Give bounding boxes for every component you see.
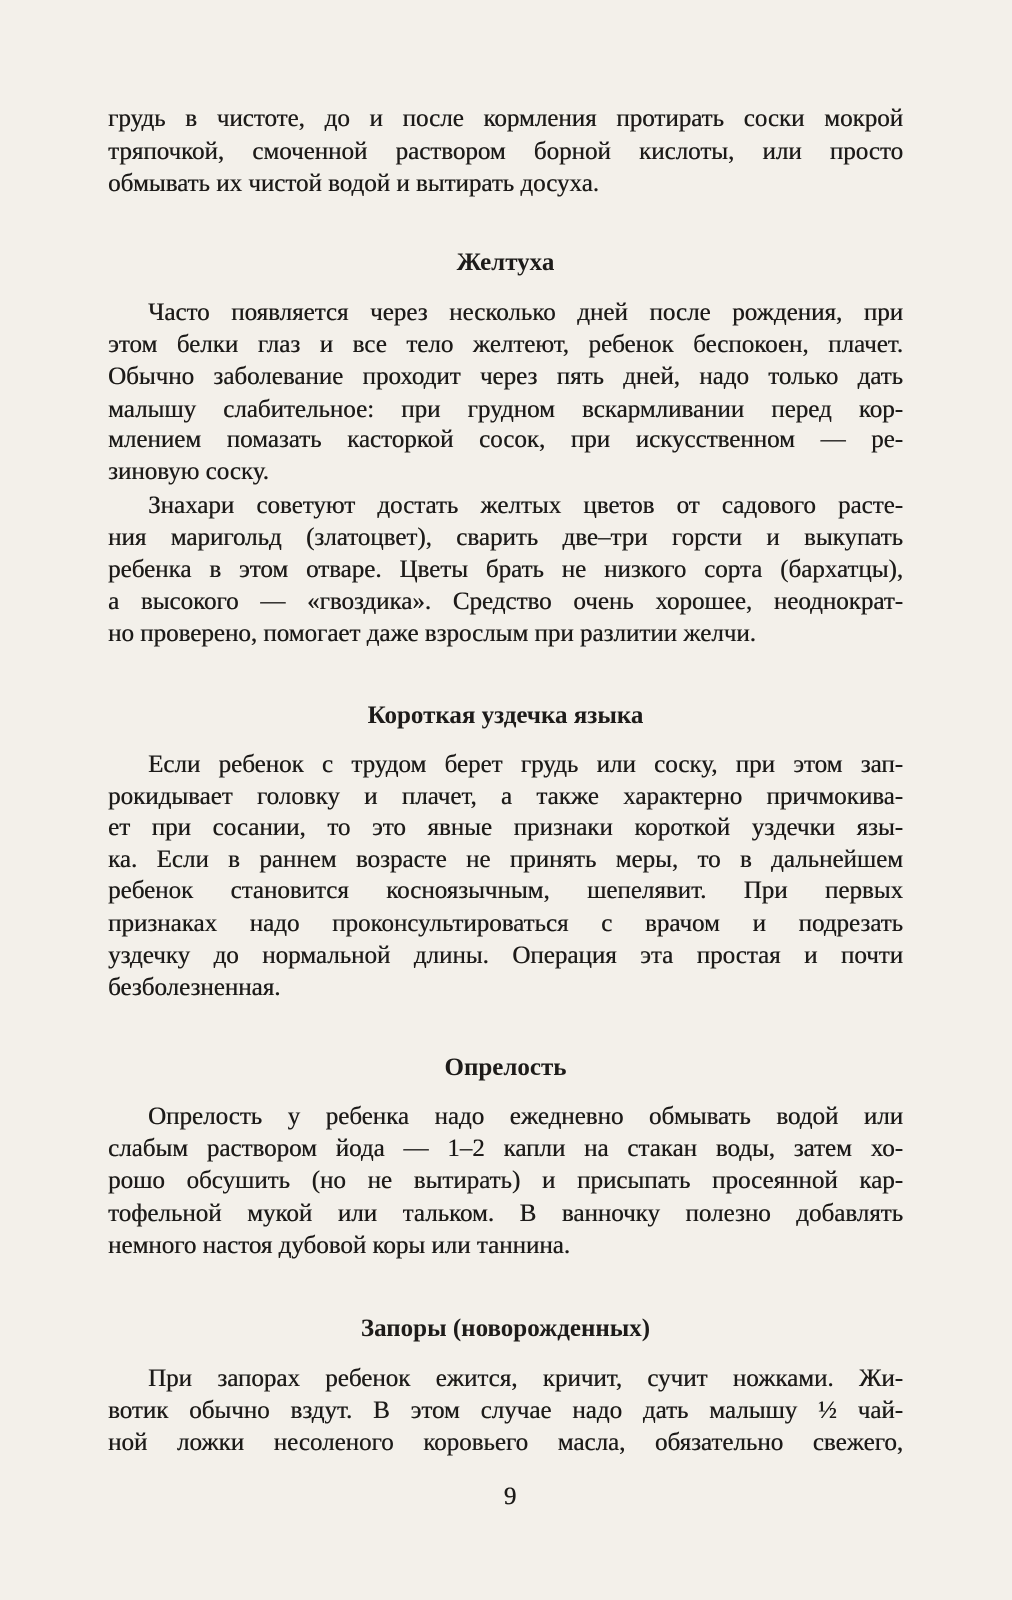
paragraph-line: вотик обычно вздут. В этом случае надо дать малышу ½ чай- bbox=[108, 1397, 903, 1424]
paragraph-line: Обычно заболевание проходит через пять дней, надо только дать bbox=[108, 363, 903, 390]
section-heading: Желтуха bbox=[456, 249, 555, 276]
paragraph-line: уздечку до нормальной длины. Операция эта простая и почти bbox=[108, 942, 903, 969]
paragraph-line: ной ложки несоленого коровьего масла, обязательно свежего, bbox=[108, 1429, 903, 1456]
paragraph-line: признаках надо проконсультироваться с врачом и подрезать bbox=[108, 910, 903, 937]
section-heading: Опрелость bbox=[444, 1054, 567, 1081]
paragraph-line: Знахари советуют достать желтых цветов от садового расте- bbox=[148, 492, 903, 519]
paragraph-line: ребенок становится косноязычным, шепелявит. При первых bbox=[108, 877, 903, 904]
paragraph-line: рокидывает головку и плачет, а также характерно причмокива- bbox=[108, 783, 903, 810]
paragraph-line: этом белки глаз и все тело желтеют, ребенок беспокоен, плачет. bbox=[108, 331, 903, 358]
paragraph-line: но проверено, помогает даже взрослым при разлитии желчи. bbox=[108, 620, 756, 647]
paragraph-line: зиновую соску. bbox=[108, 458, 269, 485]
paragraph-line: ка. Если в раннем возрасте не принять меры, то в дальнейшем bbox=[108, 846, 903, 873]
paragraph-line: грудь в чистоте, до и после кормления протирать соски мокрой bbox=[108, 105, 903, 132]
paragraph-line: малышу слабительное: при грудном вскармливании перед кор- bbox=[108, 396, 903, 423]
paragraph-line: ет при сосании, то это явные признаки короткой уздечки язы- bbox=[108, 814, 903, 841]
paragraph-line: ребенка в этом отваре. Цветы брать не низкого сорта (бархатцы), bbox=[108, 556, 903, 583]
paragraph-line: обмывать их чистой водой и вытирать досуха. bbox=[108, 170, 599, 197]
paragraph-line: Опрелость у ребенка надо ежедневно обмывать водой или bbox=[148, 1103, 903, 1130]
paragraph-line: тофельной мукой или тальком. В ванночку полезно добавлять bbox=[108, 1200, 903, 1227]
section-heading: Короткая уздечка языка bbox=[367, 702, 644, 729]
paragraph-line: безболезненная. bbox=[108, 974, 281, 1001]
paragraph-line: тряпочкой, смоченной раствором борной кислоты, или просто bbox=[108, 138, 903, 165]
paragraph-line: а высокого — «гвоздика». Средство очень хорошее, неоднократ- bbox=[108, 588, 903, 615]
section-heading: Запоры (новорожденных) bbox=[360, 1315, 651, 1342]
paragraph-line: рошо обсушить (но не вытирать) и присыпать просеянной кар- bbox=[108, 1167, 903, 1194]
page-number: 9 bbox=[503, 1483, 517, 1510]
paragraph-line: При запорах ребенок ежится, кричит, сучит ножками. Жи- bbox=[148, 1365, 903, 1392]
paragraph-line: млением помазать касторкой сосок, при искусственном — ре- bbox=[108, 426, 903, 453]
paragraph-line: ния маригольд (златоцвет), сварить две–три горсти и выкупать bbox=[108, 524, 903, 551]
paragraph-line: немного настоя дубовой коры или таннина. bbox=[108, 1232, 570, 1259]
paragraph-line: Часто появляется через несколько дней после рождения, при bbox=[148, 299, 903, 326]
paragraph-line: Если ребенок с трудом берет грудь или соску, при этом зап- bbox=[148, 751, 903, 778]
paragraph-line: слабым раствором йода — 1–2 капли на стакан воды, затем хо- bbox=[108, 1135, 903, 1162]
